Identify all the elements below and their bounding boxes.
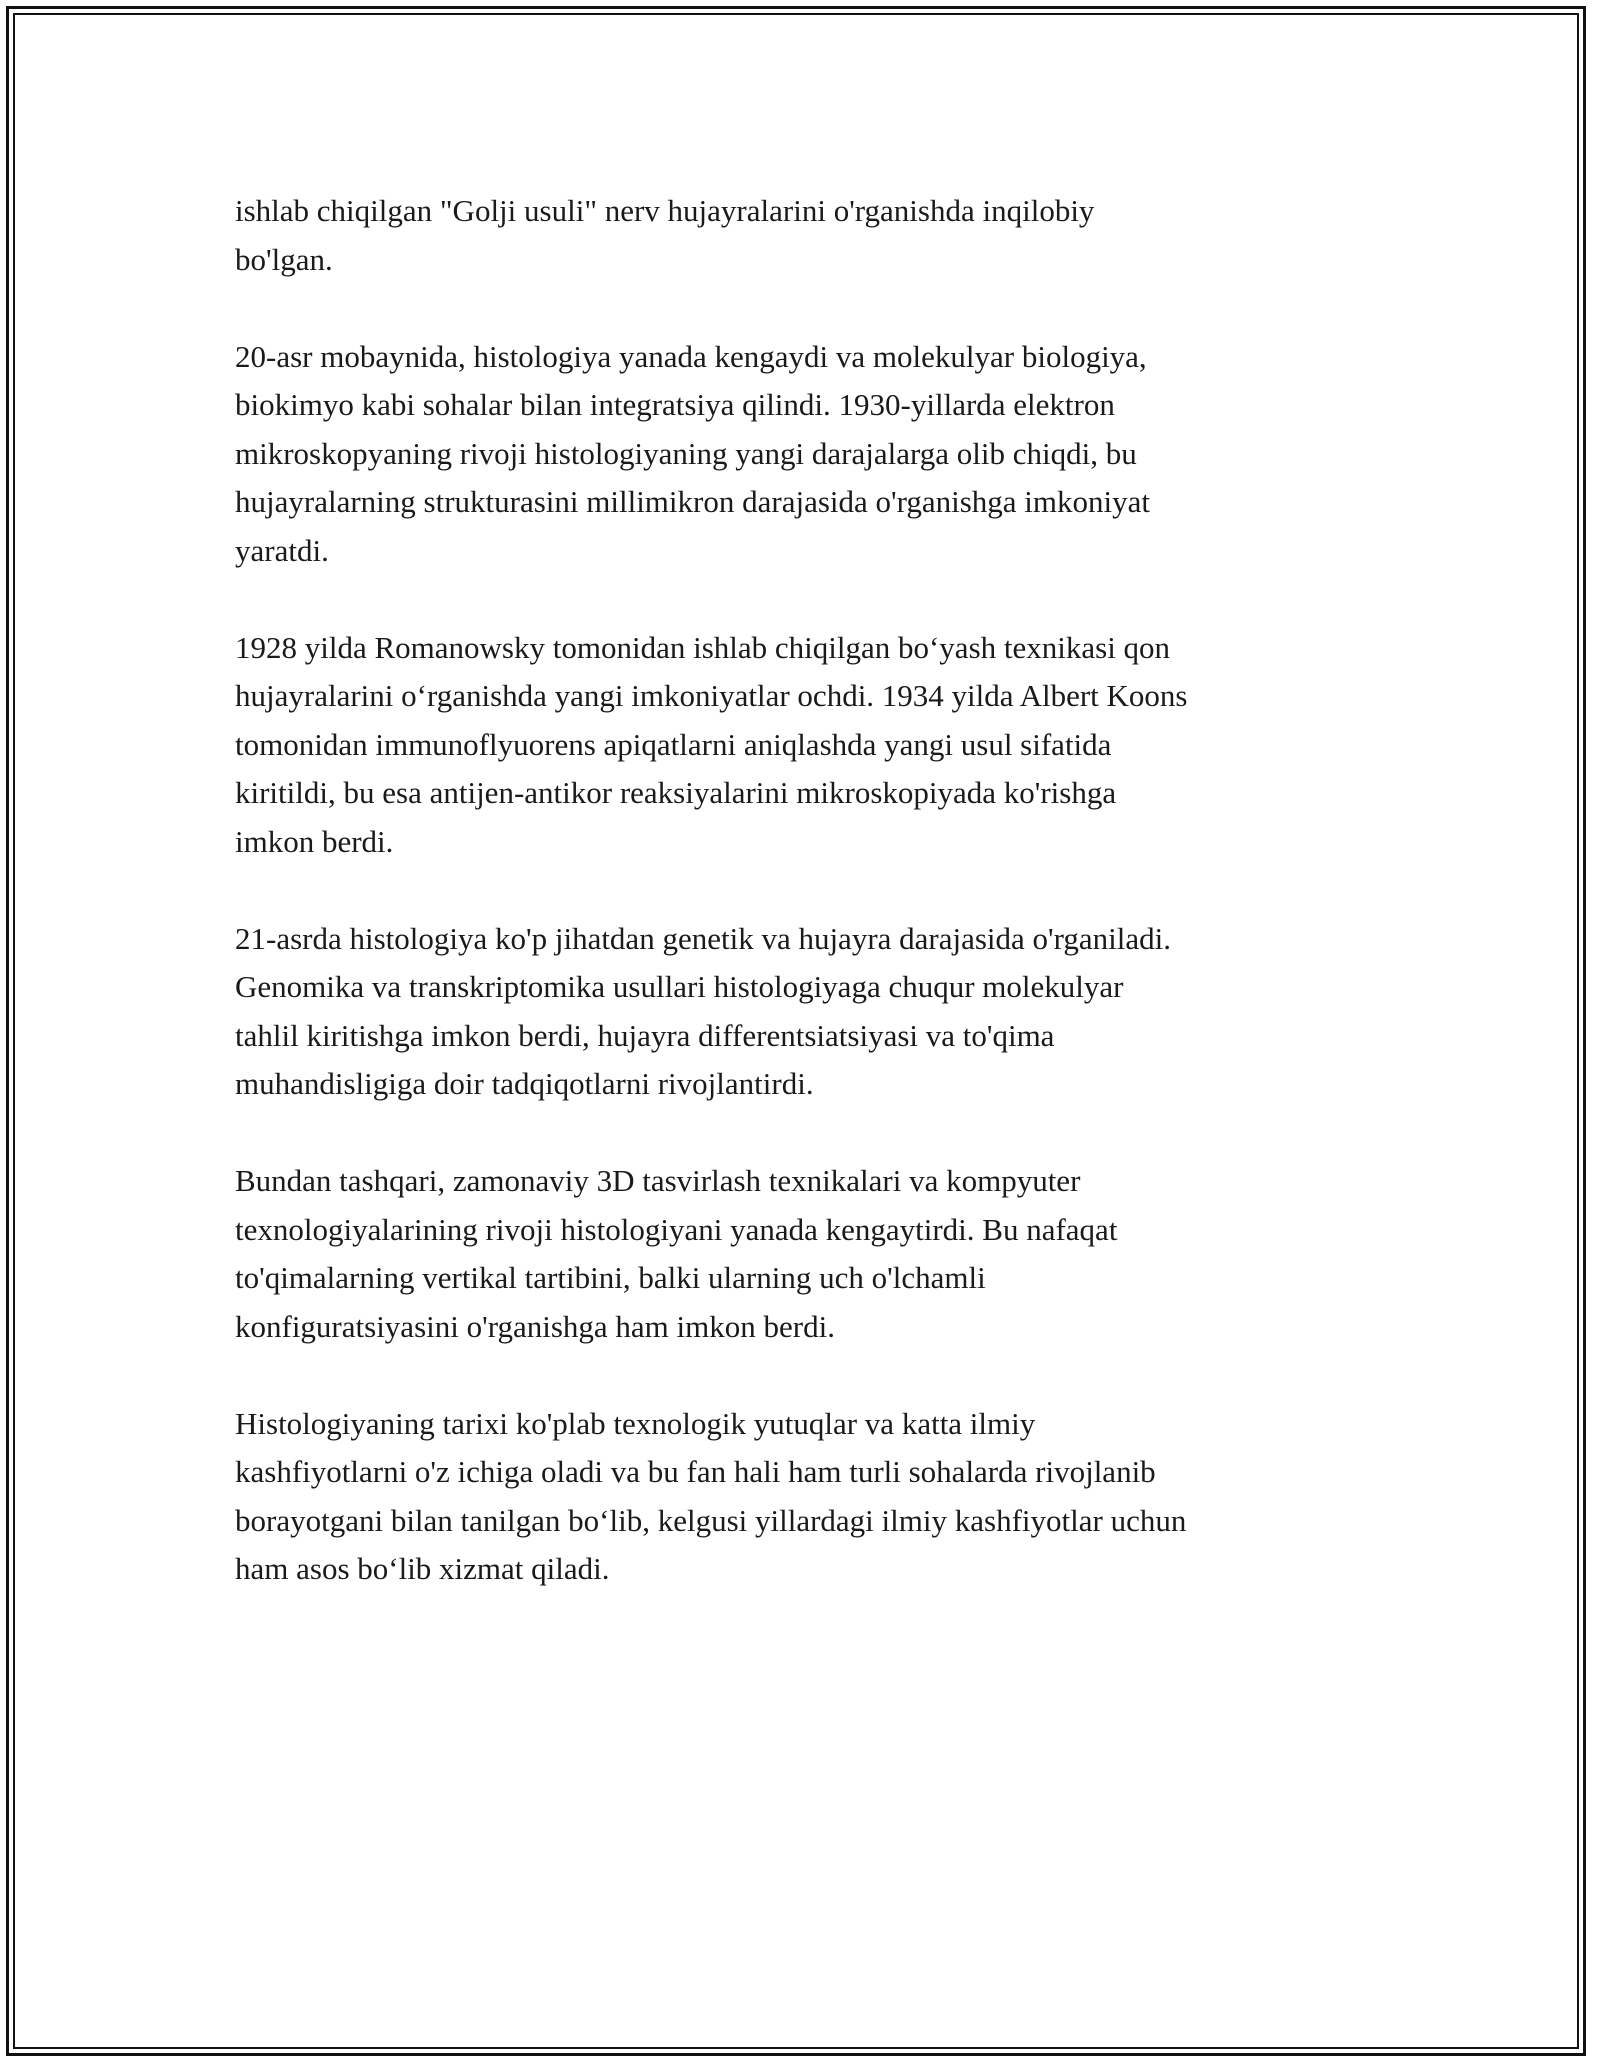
paragraph-history-summary: Histologiyaning tarixi ko'plab texnologik yutuqlar va katta ilmiy kashfiyotlarni o'z ichiga oladi va bu fan hali ham turli sohalarda rivojlanib borayotgani bilan tanilgan bo‘lib, kelgusi yillardagi ilmiy kashfiyotlar uchun ham asos bo‘lib xizmat qiladi.: [235, 1405, 1187, 1586]
paragraph-romanowsky-koons: 1928 yilda Romanowsky tomonidan ishlab chiqilgan bo‘yash texnikasi qon hujayralarini o‘rganishda yangi imkoniyatlar ochdi. 1934 yilda Albert Koons tomonidan immunoflyuorens apiqatlarni aniqlashda yangi usul sifatida kiritildi, bu esa antijen-antikor reaksiyalarini mikroskopiyada ko'rishga imkon berdi.: [235, 629, 1188, 859]
paragraph-20th-century: 20-asr mobaynida, histologiya yanada kengaydi va molekulyar biologiya, biokimyo kabi sohalar bilan integratsiya qilindi. 1930-yillarda elektron mikroskopyaning rivoji histologiyaning yangi darajalarga olib chiqdi, bu hujayralarning strukturasini millimikron darajasida o'rganishga imkoniyat yaratdi.: [235, 338, 1151, 568]
paragraph-3d-imaging: Bundan tashqari, zamonaviy 3D tasvirlash texnikalari va kompyuter texnologiyalarining rivoji histologiyani yanada kengaytirdi. Bu nafaqat to'qimalarning vertikal tartibini, balki ularning uch o'lchamli konfiguratsiyasini o'rganishga ham imkon berdi.: [235, 1163, 1118, 1344]
document-body: [235, 187, 1385, 1642]
paragraph-golji-method: ishlab chiqilgan "Golji usuli" nerv hujayralarini o'rganishda inqilobiy bo'lgan.: [235, 193, 1095, 277]
paragraph-21st-century: 21-asrda histologiya ko'p jihatdan genetik va hujayra darajasida o'rganiladi. Genomika va transkriptomika usullari histologiyaga chuqur molekulyar tahlil kiritishga imkon berdi, hujayra differentsiatsiyasi va to'qima muhandisligiga doir tadqiqotlarni rivojlantirdi.: [235, 920, 1172, 1101]
